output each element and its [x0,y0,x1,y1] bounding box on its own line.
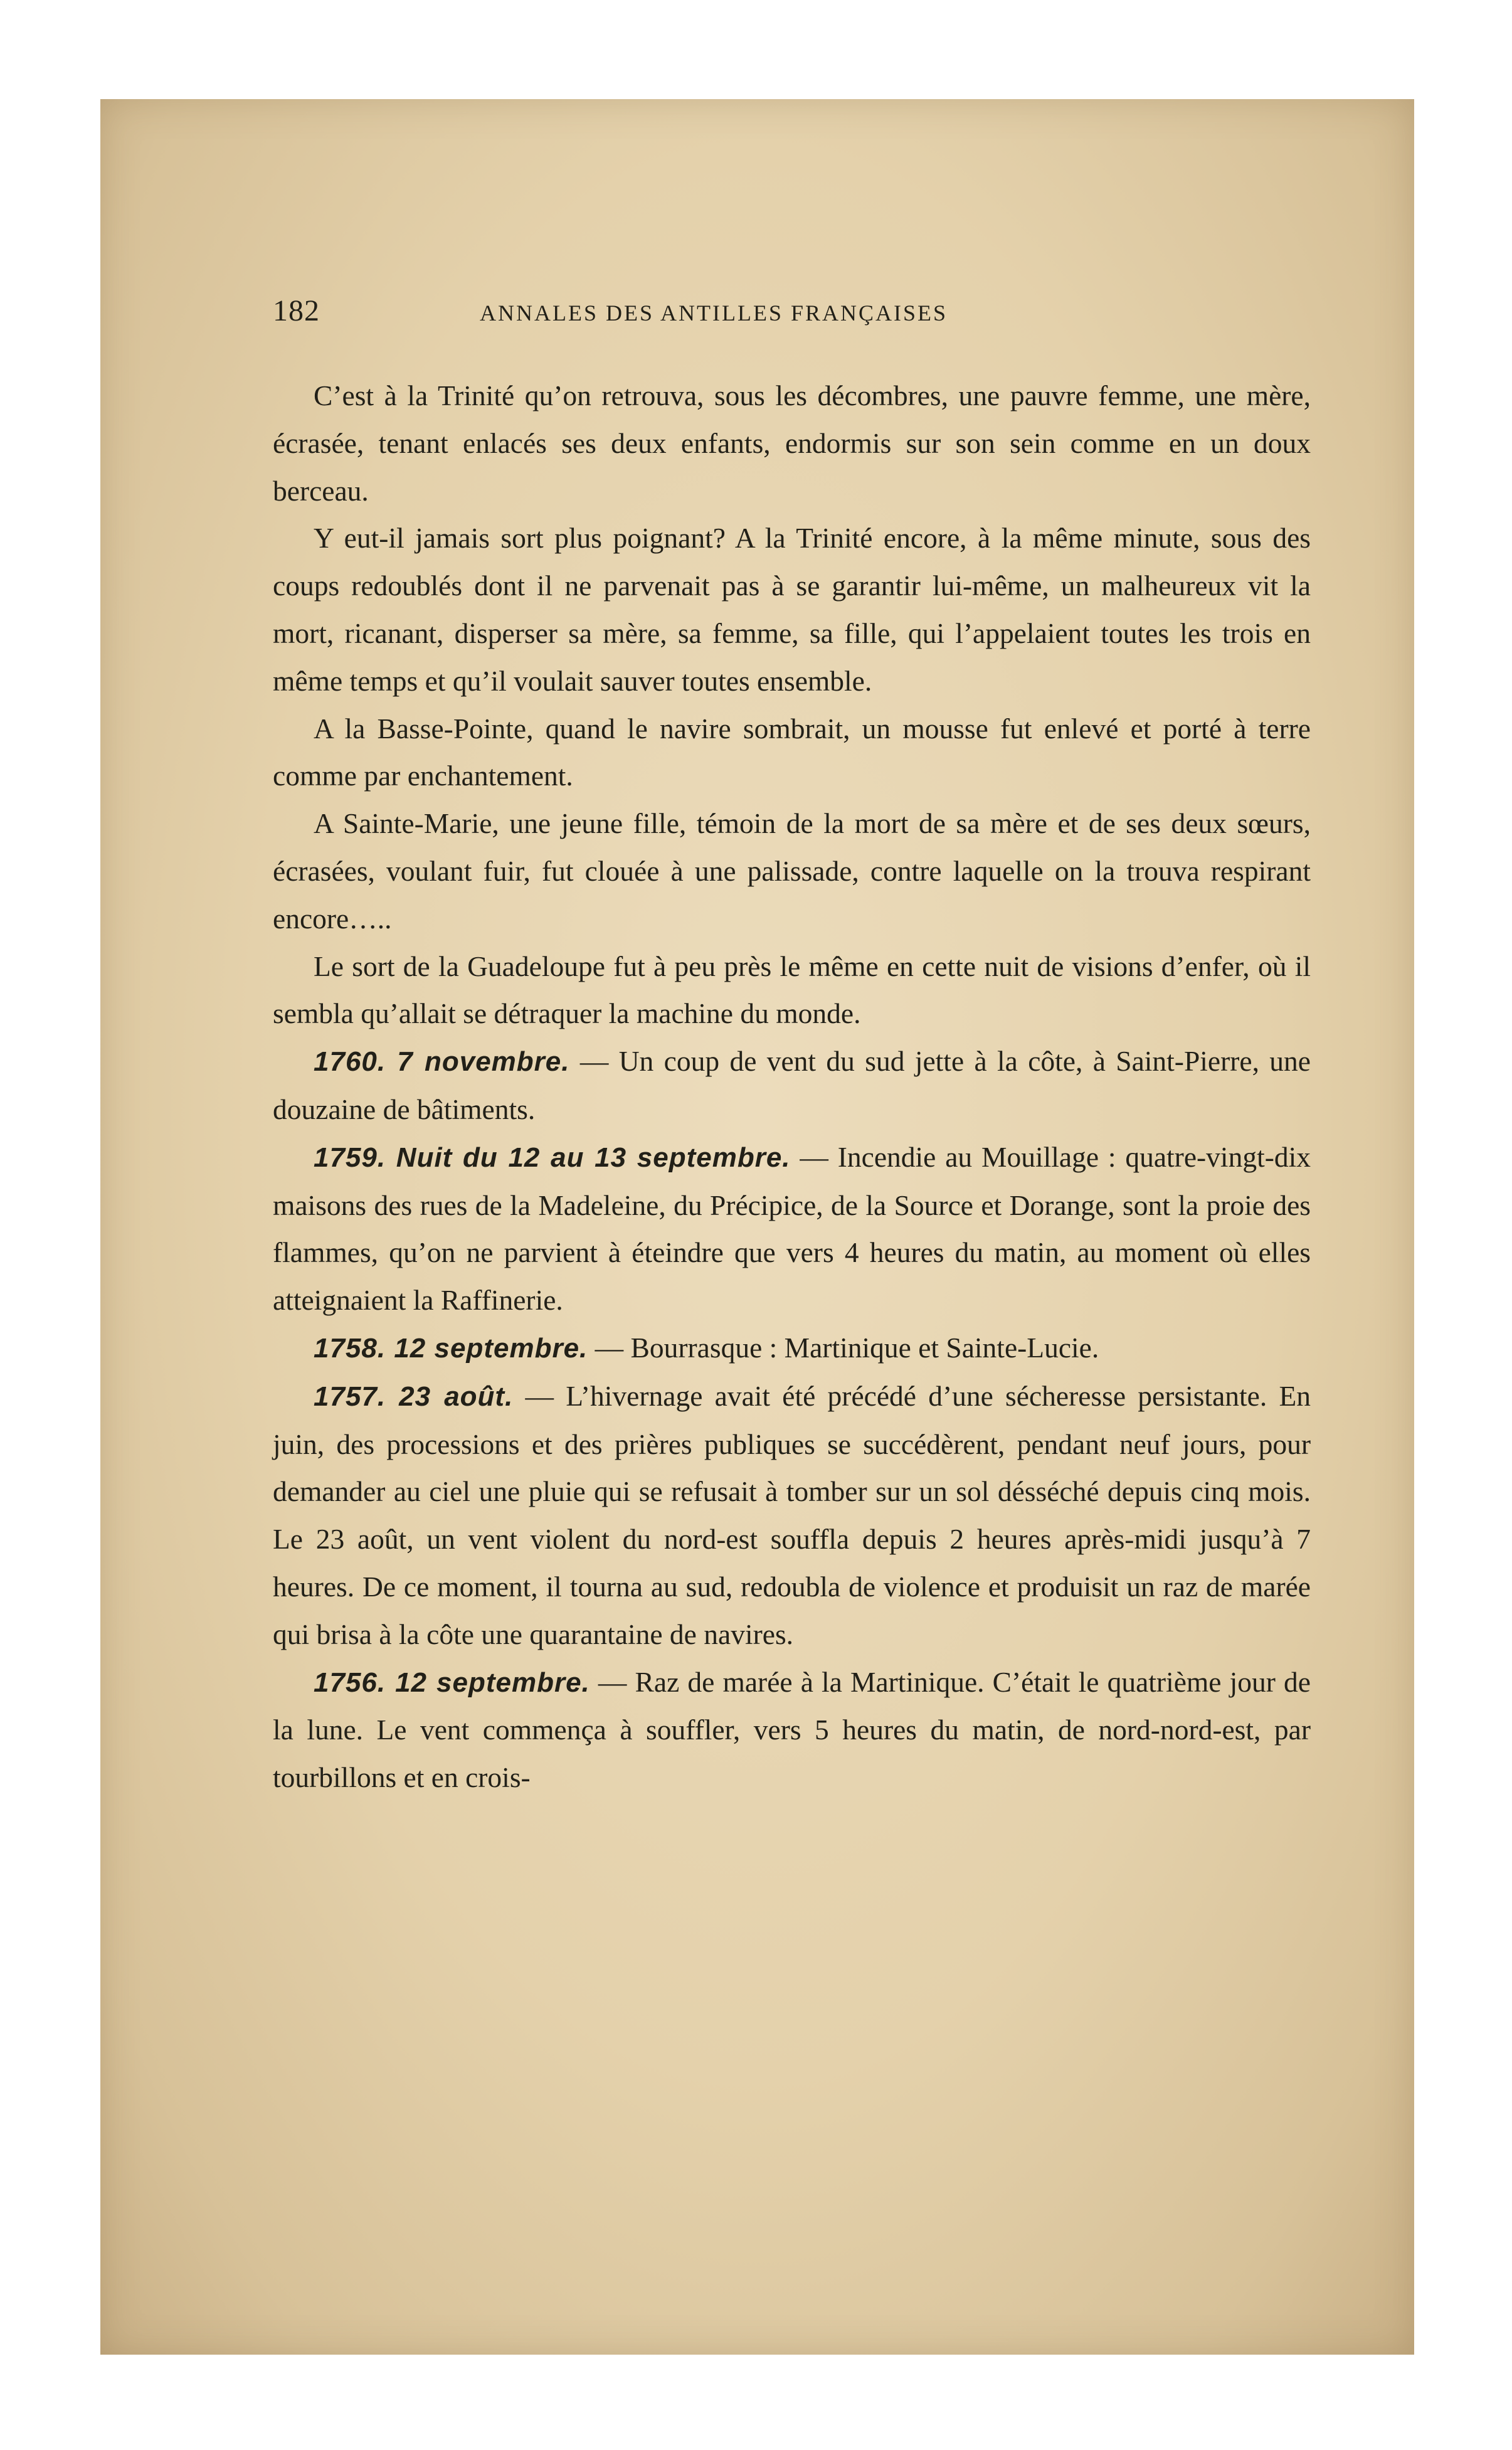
entry-text: — Raz de marée à la Martinique. C’était le quatrième jour de la lune. Le vent commença à souffler, vers 5 heures du matin, de nord-nord-est, par tourbillons et en crois- [273,1665,1311,1794]
paragraph [273,800,1311,942]
paragraph [273,705,1311,800]
paragraph [273,372,1311,514]
entry-text: — L’hivernage avait été précédé d’une sécheresse persistante. En juin, des processions et des prières publiques se succédèrent, pendant neuf jours, pour demander au ciel une pluie qui se refusait à tomber sur un sol désséché depuis cinq mois. Le 23 août, un vent violent du nord-est souffla depuis 2 heures après-midi jusqu’à 7 heures. De ce moment, il tourna au sud, redoubla de violence et produisit un raz de marée qui brisa à la côte une quarantaine de navires. [273,1379,1311,1650]
paragraph-text: Le sort de la Guadeloupe fut à peu près le même en cette nuit de visions d’enfer, où il sembla qu’allait se détraquer la machine du monde. [273,950,1311,1030]
paragraph-text: Y eut-il jamais sort plus poignant? A la Trinité encore, à la même minute, sous des coups redoublés dont il ne parvenait pas à se garantir lui-même, un malheureux vit la mort, ricanant, disperser sa mère, sa femme, sa fille, qui l’appelaient toutes les trois en même temps et qu’il voulait sauver toutes ensemble. [273,522,1311,697]
running-head: ANNALES DES ANTILLES FRANÇAISES [480,300,948,326]
entry-text: — Bourrasque : Martinique et Sainte-Lucie. [588,1331,1099,1364]
paragraph-text: A Sainte-Marie, une jeune fille, témoin de la mort de sa mère et de ses deux sœurs, écrasées, voulant fuir, fut clouée à une palissade, contre laquelle on la trouva respirant encore….. [273,807,1311,935]
entry-date: 1757. 23 août. [314,1381,514,1412]
dated-entry [273,1037,1311,1133]
paragraph-text: C’est à la Trinité qu’on retrouva, sous les décombres, une pauvre femme, une mère, écrasée, tenant enlacés ses deux enfants, endormis sur son sein comme en un doux berceau. [273,379,1311,507]
entry-text: — Un coup de vent du sud jette à la côte, à Saint-Pierre, une douzaine de bâtiments. [273,1045,1311,1125]
paragraph [273,943,1311,1038]
dated-entry [273,1133,1311,1324]
entry-date: 1758. 12 septembre. [314,1332,588,1364]
dated-entry [273,1658,1311,1801]
dated-entry [273,1372,1311,1658]
book-page [100,99,1414,2355]
entry-date: 1759. Nuit du 12 au 13 septembre. [314,1142,791,1173]
page-text [273,287,1311,1801]
dated-entry [273,1324,1311,1372]
entry-date: 1756. 12 septembre. [314,1667,590,1698]
paragraph [273,514,1311,704]
page-number: 182 [273,294,320,327]
entry-text: — Incendie au Mouillage : quatre-vingt-dix maisons des rues de la Madeleine, du Précipice, de la Source et Dorange, sont la proie des flammes, qu’on ne parvient à éteindre que vers 4 heures du matin, au moment où elles atteignaient la Raffinerie. [273,1140,1311,1317]
entry-date: 1760. 7 novembre. [314,1046,570,1078]
paragraph-text: A la Basse-Pointe, quand le navire sombrait, un mousse fut enlevé et porté à terre comme par enchantement. [273,712,1311,792]
page-header [273,287,1311,372]
